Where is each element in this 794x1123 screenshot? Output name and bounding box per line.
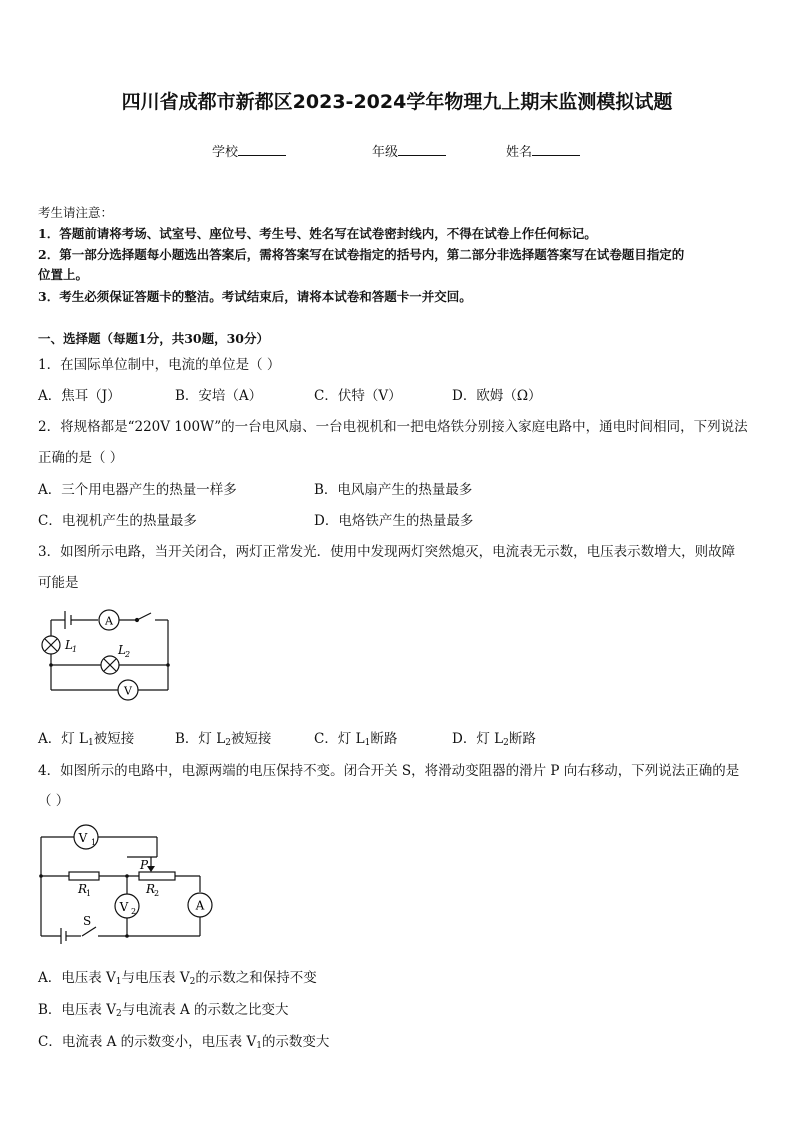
q1-option-b: B．安培（A） <box>175 388 263 404</box>
q2-option-b: B．电风扇产生的热量最多 <box>314 482 473 498</box>
school-label: 学校 <box>212 145 239 160</box>
q3-option-d <box>452 727 536 748</box>
q4-stem-line1: 4．如图所示的电路中，电源两端的电压保持不变。闭合开关 S，将滑动变阻器的滑片 P 向右移动，下列说法正确的是 <box>38 763 740 779</box>
q4-option-b-text1: B．电压表 V <box>38 1002 116 1018</box>
q3-option-c-text: C．灯 L <box>314 731 365 747</box>
q3-option-d-suffix: 断路 <box>508 731 536 747</box>
q1-stem: 1．在国际单位制中，电流的单位是（ ） <box>38 357 281 373</box>
q4-slider-label: P <box>140 858 149 872</box>
grade-label: 年级 <box>372 145 399 160</box>
q2-option-d: D．电烙铁产生的热量最多 <box>314 513 474 529</box>
q3-option-c <box>314 727 397 748</box>
q3-option-b-sub: 2 <box>225 738 231 748</box>
q3-lamp1-sub: 1 <box>72 645 78 654</box>
notice-item-3: 3．考生必须保证答题卡的整洁。考试结束后，请将本试卷和答题卡一并交回。 <box>38 289 472 304</box>
q1-option-a: A．焦耳（J） <box>38 388 121 404</box>
q3-option-b-text: B．灯 L <box>175 731 226 747</box>
notice-item-2: 2．第一部分选择题每小题选出答案后，需将答案写在试卷指定的括号内，第二部分非选择题答案写在试卷题目指定的 <box>38 247 685 262</box>
q4-option-c-text1: C．电流表 A 的示数变小，电压表 V <box>38 1034 257 1050</box>
page-title: 四川省成都市新都区2023-2024学年物理九上期末监测模拟试题 <box>121 91 673 113</box>
q3-lamp1-label: L <box>65 638 73 652</box>
school-blank <box>238 143 286 156</box>
q3-option-a <box>38 727 134 748</box>
name-blank <box>532 143 580 156</box>
q4-v1-sub: 1 <box>91 838 97 847</box>
grade-blank <box>398 143 446 156</box>
grade-field <box>372 141 446 160</box>
q3-stem-line2: 可能是 <box>38 575 79 591</box>
q4-v1-label: V <box>78 831 88 845</box>
q4-option-a-text2: 与电压表 V <box>121 970 190 986</box>
q4-option-a-text1: A．电压表 V <box>38 970 116 986</box>
q4-circuit-diagram <box>36 820 218 946</box>
q4-option-a <box>38 966 317 987</box>
q2-stem-line1: 2．将规格都是“220V 100W”的一台电风扇、一台电视机和一把电烙铁分别接入家庭电路中，通电时间相同，下列说法 <box>38 419 748 435</box>
q4-v2-label: V <box>119 900 129 914</box>
q3-option-b <box>175 727 271 748</box>
q4-r1-label: R <box>78 882 88 896</box>
q4-option-c-sub1: 1 <box>256 1041 262 1051</box>
q3-option-a-text: A．灯 L <box>38 731 89 747</box>
q3-lamp2-sub: 2 <box>125 650 131 659</box>
q4-v2-sub: 2 <box>131 907 137 916</box>
q4-option-b-sub1: 2 <box>115 1009 122 1019</box>
q4-option-a-sub2: 2 <box>189 977 196 987</box>
q2-stem-line2: 正确的是（ ） <box>38 450 124 466</box>
notice-heading: 考生请注意： <box>38 205 114 220</box>
q4-option-b-text2: 与电流表 A 的示数之比变大 <box>121 1002 289 1018</box>
q2-option-a: A．三个用电器产生的热量一样多 <box>38 482 237 498</box>
q1-option-d: D．欧姆（Ω） <box>452 388 542 404</box>
section-title: 一、选择题（每题1分，共30题，30分） <box>38 331 269 346</box>
q4-stem-line2: （ ） <box>38 793 70 809</box>
q3-circuit-diagram <box>38 602 178 702</box>
q4-option-a-sub1: 1 <box>115 977 122 987</box>
q3-stem-line1: 3．如图所示电路，当开关闭合，两灯正常发光．使用中发现两灯突然熄灭，电流表无示数，电压表示数增大，则故障 <box>38 544 736 560</box>
q3-option-b-suffix: 被短接 <box>230 731 272 747</box>
q3-option-a-sub: 1 <box>88 738 94 748</box>
notice-item-1: 1．答题前请将考场、试室号、座位号、考生号、姓名写在试卷密封线内，不得在试卷上作任何标记。 <box>38 226 597 241</box>
q4-r2-label: R <box>146 882 156 896</box>
q4-option-a-text3: 的示数之和保持不变 <box>195 970 317 986</box>
q4-option-c <box>38 1030 329 1051</box>
q4-r2-sub: 2 <box>154 889 160 898</box>
q4-ammeter-label: A <box>195 898 205 913</box>
q3-option-d-sub: 2 <box>503 738 509 748</box>
q3-option-d-text: D．灯 L <box>452 731 504 747</box>
q4-r1-sub: 1 <box>86 889 92 898</box>
q4-option-b <box>38 998 289 1019</box>
q3-option-c-suffix: 断路 <box>370 731 398 747</box>
q3-lamp2-label: L <box>118 643 126 657</box>
q1-option-c: C．伏特（V） <box>314 388 402 404</box>
q3-option-a-suffix: 被短接 <box>93 731 135 747</box>
name-field <box>506 141 580 160</box>
q2-option-c: C．电视机产生的热量最多 <box>38 513 197 529</box>
q3-ammeter-label: A <box>105 614 113 628</box>
q3-option-c-sub: 1 <box>364 738 371 748</box>
notice-item-2-cont: 位置上。 <box>38 267 89 282</box>
school-field <box>212 141 286 160</box>
q3-voltmeter-label: V <box>124 684 132 698</box>
q4-switch-label: S <box>83 914 92 928</box>
name-label: 姓名 <box>506 145 533 160</box>
q4-option-c-text2: 的示数变大 <box>261 1034 330 1050</box>
